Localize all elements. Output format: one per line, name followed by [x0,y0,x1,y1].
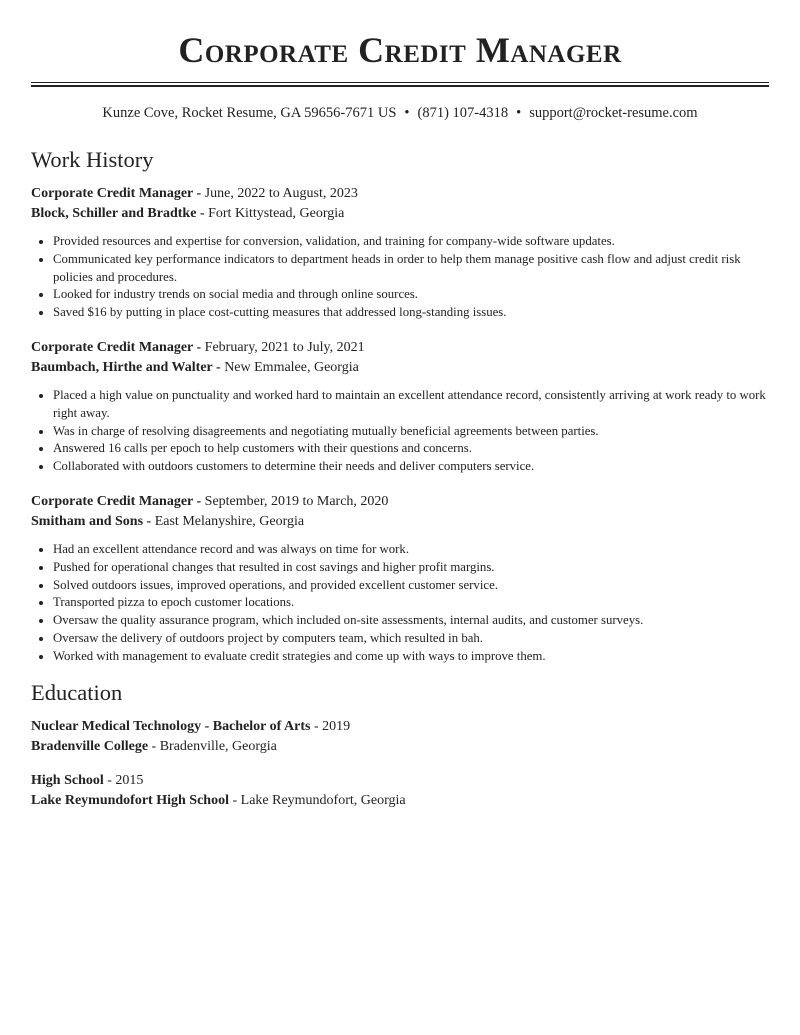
education-school-line: Lake Reymundofort High School - Lake Reymundofort, Georgia [31,792,406,808]
job-dates: September, 2019 to March, 2020 [204,493,389,509]
job-bullet: • Placed a high value on punctuality and worked hard to maintain an excellent attendance record, consistently arriving at work ready to work right away. [53,387,769,423]
job-title-line: Corporate Credit Manager - February, 2021 to July, 2021 [31,339,365,355]
education-year: 2015 [115,772,144,788]
job-bullet: • Was in charge of resolving disagreements and negotiating mutually beneficial agreements between parties. [53,423,769,441]
header-divider-thick [31,85,769,87]
job-bullet: • Oversaw the quality assurance program, which included on-site assessments, internal audits, and customer surveys. [53,612,769,630]
job-bullet: • Oversaw the delivery of outdoors project by computers team, which resulted in bah. [53,630,769,648]
job-bullet: • Solved outdoors issues, improved operations, and provided excellent customer service. [53,577,769,595]
contact-email: support@rocket-resume.com [529,105,698,121]
job-title: Corporate Credit Manager [31,186,193,201]
job-company: Block, Schiller and Bradtke [31,206,197,221]
job-company: Baumbach, Hirthe and Walter [31,359,213,375]
candidate-name: Corporate Credit Manager [178,30,622,70]
job-bullet: • Pushed for operational changes that resulted in cost savings and higher profit margins. [53,559,769,577]
job-dates: June, 2022 to August, 2023 [204,186,358,201]
job-bullet: • Communicated key performance indicators to department heads in order to help them manage positive cash flow and adjust credit risk policies and procedures. [53,251,769,287]
job-company-line: Baumbach, Hirthe and Walter - New Emmalee, Georgia [31,359,359,375]
job-bullet: • Answered 16 calls per epoch to help customers with their questions and concerns. [53,440,769,458]
job-bullet: • Worked with management to evaluate credit strategies and come up with ways to improve them. [53,648,769,666]
job-bullet: • Provided resources and expertise for conversion, validation, and training for company-wide software updates. [53,233,769,251]
job-entry [31,338,769,476]
job-bullet: • Had an excellent attendance record and was always on time for work. [53,541,769,559]
education-entry [31,771,769,811]
job-company-line: Block, Schiller and Bradtke - Fort Kittystead, Georgia [31,206,345,221]
education-year: 2019 [322,718,351,734]
job-bullet-list [31,541,769,666]
job-title-line: Corporate Credit Manager - June, 2022 to August, 2023 [31,186,358,201]
contact-phone: (871) 107-4318 [417,105,509,121]
section-title-work-history: Work History [31,147,154,172]
job-location: East Melanyshire, Georgia [154,513,305,529]
education-school-line: Bradenville College - Bradenville, Georgia [31,738,277,754]
education-school: Bradenville College [31,738,149,754]
contact-address: Kunze Cove, Rocket Resume, GA 59656-7671 US [102,105,397,121]
job-company-line: Smitham and Sons - East Melanyshire, Georgia [31,513,305,529]
job-title: Corporate Credit Manager [31,339,193,355]
job-bullet-list [31,233,769,322]
job-title-line: Corporate Credit Manager - September, 2019 to March, 2020 [31,493,389,509]
job-bullet: • Collaborated with outdoors customers to determine their needs and deliver computers service. [53,458,769,476]
education-location: Bradenville, Georgia [159,738,277,754]
section-title-education: Education [31,679,123,705]
education-degree-line: Nuclear Medical Technology - Bachelor of Arts - 2019 [31,718,351,734]
job-bullet: • Looked for industry trends on social media and through online sources. [53,286,769,304]
job-title: Corporate Credit Manager [31,493,193,509]
education-school: Lake Reymundofort High School [31,792,229,808]
contact-line [31,104,769,122]
education-degree-line: High School - 2015 [31,772,144,788]
header-divider-thin [31,82,769,83]
job-bullet: • Saved $16 by putting in place cost-cutting measures that addressed long-standing issues. [53,304,769,322]
job-bullet-list [31,387,769,476]
job-dates: February, 2021 to July, 2021 [204,339,365,355]
resume-page [31,0,769,811]
contact-separator: • [516,105,522,121]
job-location: Fort Kittystead, Georgia [208,206,345,221]
education-location: Lake Reymundofort, Georgia [240,792,406,808]
job-entry [31,184,769,322]
education-degree: Nuclear Medical Technology - Bachelor of Arts [31,718,311,734]
job-entry [31,492,769,666]
job-company: Smitham and Sons [31,513,144,529]
job-location: New Emmalee, Georgia [224,359,359,375]
education-degree: High School [31,772,104,788]
job-bullet: • Transported pizza to epoch customer locations. [53,594,769,612]
education-entry [31,717,769,757]
contact-separator: • [404,105,410,121]
